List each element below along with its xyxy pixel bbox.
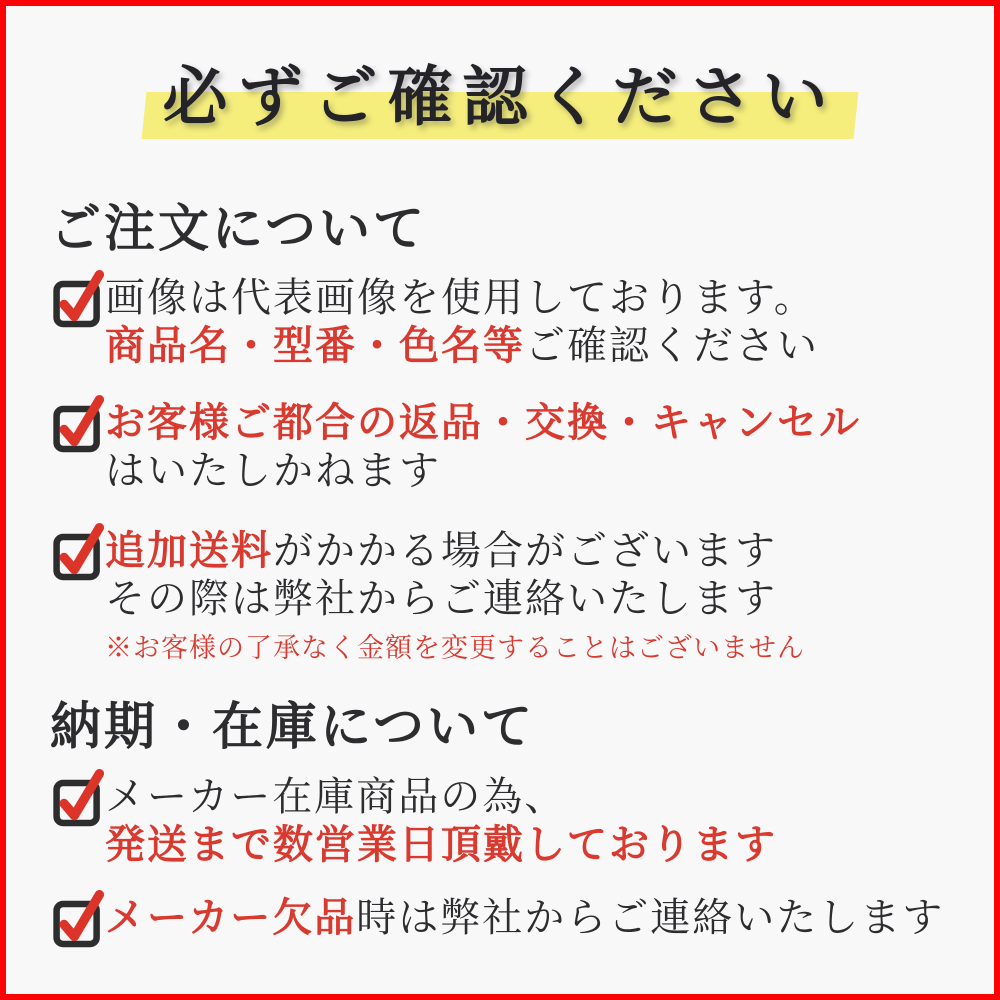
item-line <box>105 274 819 322</box>
item-text-emphasis: 商品名・型番・色名等 <box>105 323 525 368</box>
item-line <box>105 399 861 447</box>
item-text-segment: がかかる場合がございます <box>273 528 777 573</box>
item-line <box>105 821 777 869</box>
section-heading-order: ご注文について <box>50 202 427 258</box>
checkbox-checked-icon <box>51 894 105 948</box>
title-block <box>6 44 994 138</box>
item-text-segment: 画像は代表画像を使用しております。 <box>105 275 816 320</box>
checklist-item-maker-stock <box>51 773 777 869</box>
checkbox-checked-icon <box>51 274 105 328</box>
item-line <box>105 773 777 821</box>
item-text <box>105 527 805 664</box>
item-line <box>105 894 944 942</box>
item-text <box>105 274 819 370</box>
page-title: 必ずご確認ください <box>162 62 838 134</box>
item-text-emphasis: 追加送料 <box>105 528 273 573</box>
checklist-item-maker-shortage <box>51 894 944 948</box>
item-text-emphasis: 発送まで数営業日頂戴しております <box>105 822 777 867</box>
checkbox-checked-icon <box>51 527 105 581</box>
item-text-emphasis: お客様ご都合の返品・交換・キャンセル <box>105 400 861 445</box>
item-text <box>105 773 777 869</box>
item-text-segment: その際は弊社からご連絡いたします <box>105 576 777 621</box>
item-footnote: ※お客様の了承なく金額を変更することはございません <box>105 633 805 663</box>
item-text <box>105 399 861 495</box>
item-text-segment: 時は弊社からご連絡いたします <box>356 895 945 940</box>
item-line <box>105 527 805 575</box>
item-text-segment: ご確認ください <box>525 323 819 368</box>
section-heading-stock: 納期・在庫について <box>50 700 535 756</box>
checklist-item-extra-shipping <box>51 527 805 664</box>
checkbox-checked-icon <box>51 773 105 827</box>
item-line <box>105 322 819 370</box>
item-text-emphasis: メーカー欠品 <box>105 895 357 940</box>
item-text <box>105 894 944 942</box>
item-line <box>105 575 805 623</box>
checkbox-checked-icon <box>51 399 105 453</box>
item-line <box>105 447 861 495</box>
item-text-segment: はいたしかねます <box>105 448 441 493</box>
checklist-item-returns <box>51 399 861 495</box>
item-text-segment: メーカー在庫商品の為、 <box>105 774 567 819</box>
checklist-item-representative-image <box>51 274 819 370</box>
